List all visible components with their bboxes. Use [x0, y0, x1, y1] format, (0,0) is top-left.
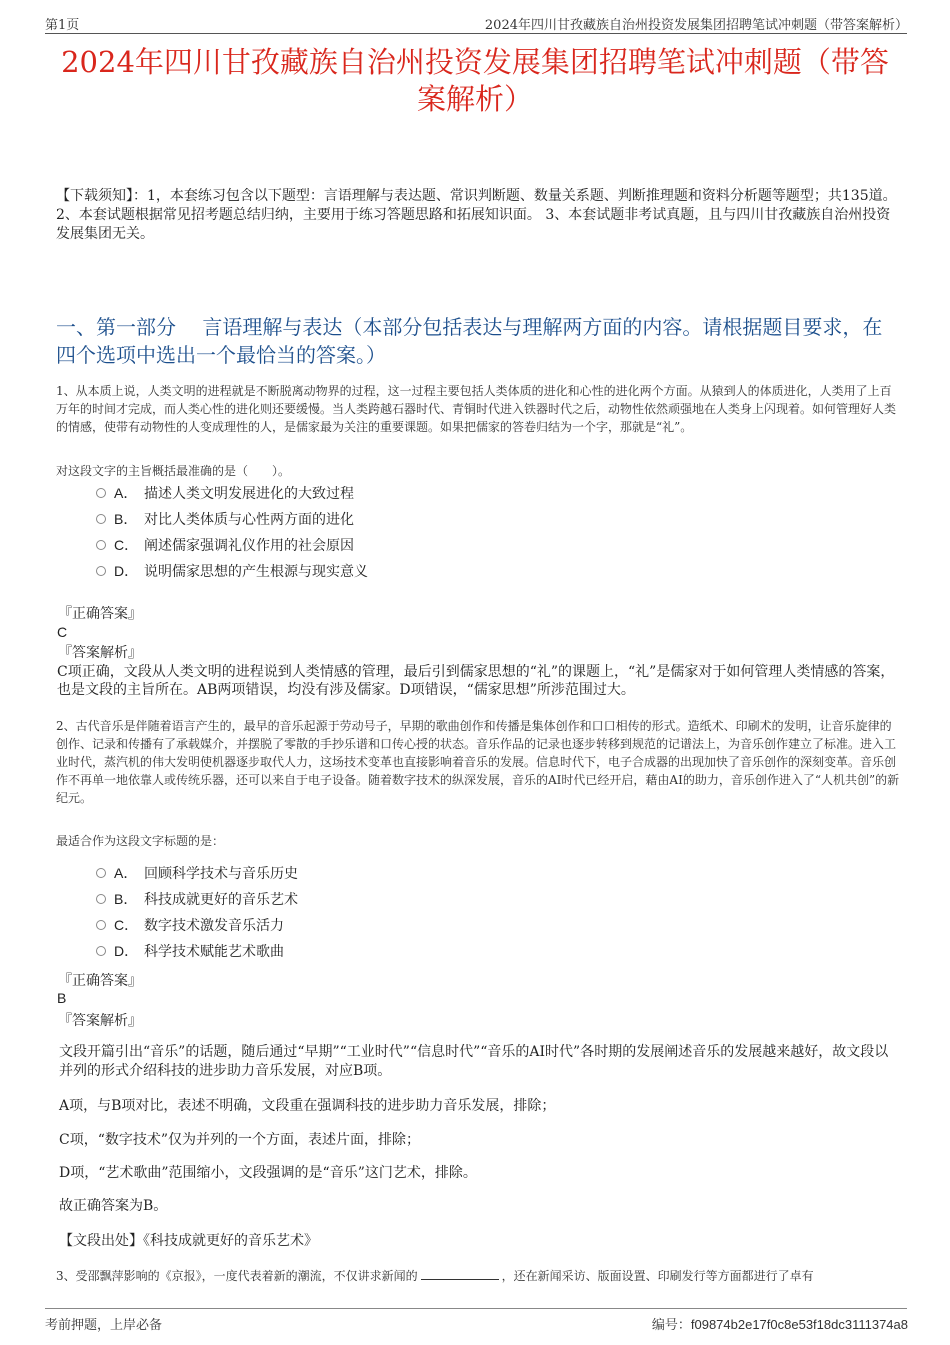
radio-icon[interactable]: [96, 540, 106, 550]
radio-icon[interactable]: [96, 894, 106, 904]
radio-icon[interactable]: [96, 488, 106, 498]
correct-answer-label: 『正确答案』: [58, 606, 142, 622]
question-2-explanation-1: 文段开篇引出“音乐”的话题，随后通过“早期”“工业时代”“信息时代”“音乐的AI时代”各时期的发展阐述音乐的发展越来越好，故文段以并列的形式介绍科技的进步助力音乐发展，对应B项。: [59, 1044, 889, 1079]
question-1-answer: C: [57, 624, 68, 640]
option-d[interactable]: D． 科学技术赋能艺术歌曲: [96, 940, 298, 966]
question-2-answer: B: [57, 990, 67, 1006]
question-1-explanation: C项正确，文段从人类文明的进程说到人类情感的管理，最后引到儒家思想的“礼”的课题上，“礼”是儒家对于如何管理人类情感的答案，也是文段的主旨所在。AB两项错误，均没有涉及儒家。D项错误，“儒家思想”所涉范围过大。: [57, 664, 895, 698]
question-2-text: 2、古代音乐是伴随着语言产生的，最早的音乐起源于劳动号子，早期的歌曲创作和传播是集体创作和口口相传的形式。造纸术、印刷术的发明，让音乐旋律的创作、记录和传播有了承载媒介，并摆脱了零散的手抄乐谱和口传心授的状态。音乐作品的记录也逐步转移到规范的记谱法上，为音乐创作建立了标准。进入工业时代，蒸汽机的伟大发明使机器逐步取代人力，这场技术变革也直接影响着音乐的发展。信息时代下，电子合成器的出现加快了音乐创作的深刻变革。音乐创作不再单一地依靠人或传统乐器，还可以来自于电子设备。随着数字技术的纵深发展，音乐的AI时代已经开启，藉由AI的助力，音乐创作进入了“人机共创”的新纪元。: [56, 719, 900, 805]
question-2-explanation-4: D项，“艺术歌曲”范围缩小，文段强调的是“音乐”这门艺术，排除。: [59, 1165, 477, 1181]
page-number: 第1页: [45, 18, 80, 33]
question-1-prompt: 对这段文字的主旨概括最准确的是（ ）。: [56, 464, 291, 478]
question-2-prompt: 最适合作为这段文字标题的是：: [56, 834, 225, 848]
question-2-explanation-5: 故正确答案为B。: [59, 1198, 168, 1214]
document-id: 编号：f09874b2e17f0c8e53f18dc3111374a8: [651, 1317, 908, 1332]
question-1-options: [96, 482, 368, 586]
radio-icon[interactable]: [96, 566, 106, 576]
question-3-text: 3、受邵飘萍影响的《京报》，一度代表着新的潮流，不仅讲求新闻的 ，还在新闻采访、版面设置、印刷发行等方面都进行了卓有: [56, 1269, 814, 1283]
download-notice: 【下载须知】：1，本套练习包含以下题型：言语理解与表达题、常识判断题、数量关系题、判断推理题和资料分析题等题型；共135道。 2、本套试题根据常见招考题总结归纳，主要用于练习答题思路和拓展知识面。 3、本套试题非考试真题，且与四川甘孜藏族自治州投资发展集团无关。: [56, 188, 897, 242]
footer-slogan: 考前押题，上岸必备: [45, 1318, 163, 1333]
radio-icon[interactable]: [96, 868, 106, 878]
radio-icon[interactable]: [96, 946, 106, 956]
source-title: 《科技成就更好的音乐艺术》: [143, 1233, 318, 1249]
document-title: 2024年四川甘孜藏族自治州投资发展集团招聘笔试冲刺题（带答案解析）: [61, 45, 889, 116]
analysis-label: 『答案解析』: [58, 1013, 142, 1029]
correct-answer-label: 『正确答案』: [58, 973, 142, 989]
fill-blank[interactable]: [421, 1267, 499, 1280]
header-divider: [45, 33, 907, 34]
question-2-options: [96, 862, 298, 966]
option-b[interactable]: B． 科技成就更好的音乐艺术: [96, 888, 298, 914]
source-label: 【文段出处】: [59, 1233, 143, 1249]
question-2-explanation-3: C项，“数字技术”仅为并列的一个方面，表述片面，排除；: [59, 1132, 421, 1148]
option-a[interactable]: A． 回顾科学技术与音乐历史: [96, 862, 298, 888]
option-c[interactable]: C． 数字技术激发音乐活力: [96, 914, 298, 940]
source-citation: [59, 1230, 318, 1250]
section-heading: 一、第一部分 言语理解与表达（本部分包括表达与理解两方面的内容。请根据题目要求，在四个选项中选出一个最恰当的答案。）: [56, 315, 883, 367]
option-b[interactable]: B． 对比人类体质与心性两方面的进化: [96, 508, 368, 534]
question-1-text: 1、从本质上说，人类文明的进程就是不断脱离动物界的过程，这一过程主要包括人类体质的进化和心性的进化两个方面。从猿到人的体质进化，人类用了上百万年的时间才完成，而人类心性的进化则还要缓慢。当人类跨越石器时代、青铜时代进入铁器时代之后，动物性依然顽强地在人类身上闪现着。如何管理好人类的情感，使带有动物性的人变成理性的人，是儒家最为关注的重要课题。如果把儒家的答卷归结为一个字，那就是“礼”。: [56, 384, 897, 434]
option-d[interactable]: D． 说明儒家思想的产生根源与现实意义: [96, 560, 368, 586]
radio-icon[interactable]: [96, 514, 106, 524]
question-2-explanation-2: A项，与B项对比，表述不明确，文段重在强调科技的进步助力音乐发展，排除；: [59, 1098, 556, 1114]
analysis-label: 『答案解析』: [58, 645, 142, 661]
radio-icon[interactable]: [96, 920, 106, 930]
footer-divider: [45, 1308, 907, 1309]
option-c[interactable]: C． 阐述儒家强调礼仪作用的社会原因: [96, 534, 368, 560]
running-title: 2024年四川甘孜藏族自治州投资发展集团招聘笔试冲刺题（带答案解析）: [484, 18, 908, 33]
option-a[interactable]: A． 描述人类文明发展进化的大致过程: [96, 482, 368, 508]
